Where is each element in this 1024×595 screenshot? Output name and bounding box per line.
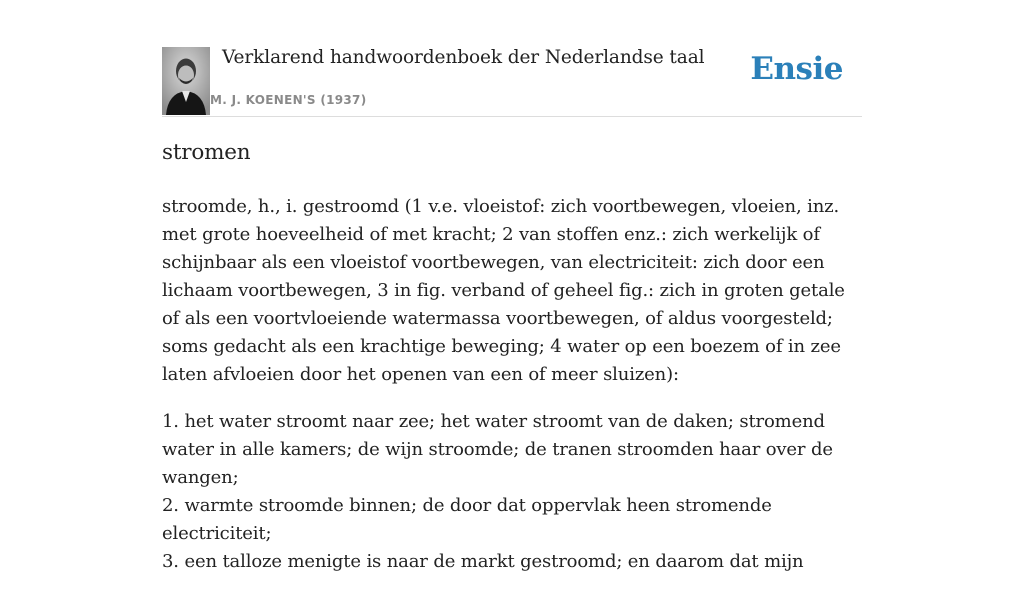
entry-headword: stromen <box>162 140 251 165</box>
entry-examples <box>162 408 867 576</box>
example-line: 2. warmte stroomde binnen; de door dat oppervlak heen stromende electriciteit; <box>162 495 772 544</box>
entry-definition: stroomde, h., i. gestroomd (1 v.e. vloeistof: zich voortbewegen, vloeien, inz. met grote hoeveelheid of met kracht; 2 van stoffen enz.: zich werkelijk of schijnbaar als een vloeistof voortbewegen, van electriciteit: zich door een lichaam voortbewegen, 3 in fig. verband of geheel fig.: zich in groten getale of als een voortvloeiende watermassa voortbewegen, of aldus voorgesteld; soms gedacht als een krachtige beweging; 4 water op een boezem of in zee laten afvloeien door het openen van een of meer sluizen): <box>162 196 845 385</box>
dictionary-header <box>162 46 862 117</box>
book-subtitle: M. J. KOENEN'S (1937) <box>210 93 367 107</box>
portrait-image <box>162 47 210 115</box>
author-portrait-icon <box>162 47 210 115</box>
ensie-logo-link[interactable]: Ensie <box>750 51 843 87</box>
book-title: Verklarend handwoordenboek der Nederlandse taal <box>222 47 705 68</box>
example-line: 1. het water stroomt naar zee; het water stroomt van de daken; stromend water in alle kamers; de wijn stroomde; de tranen stroomden haar over de wangen; <box>162 411 833 488</box>
example-line: 3. een talloze menigte is naar de markt gestroomd; en daarom dat mijn <box>162 551 804 572</box>
entry-content <box>162 193 867 595</box>
